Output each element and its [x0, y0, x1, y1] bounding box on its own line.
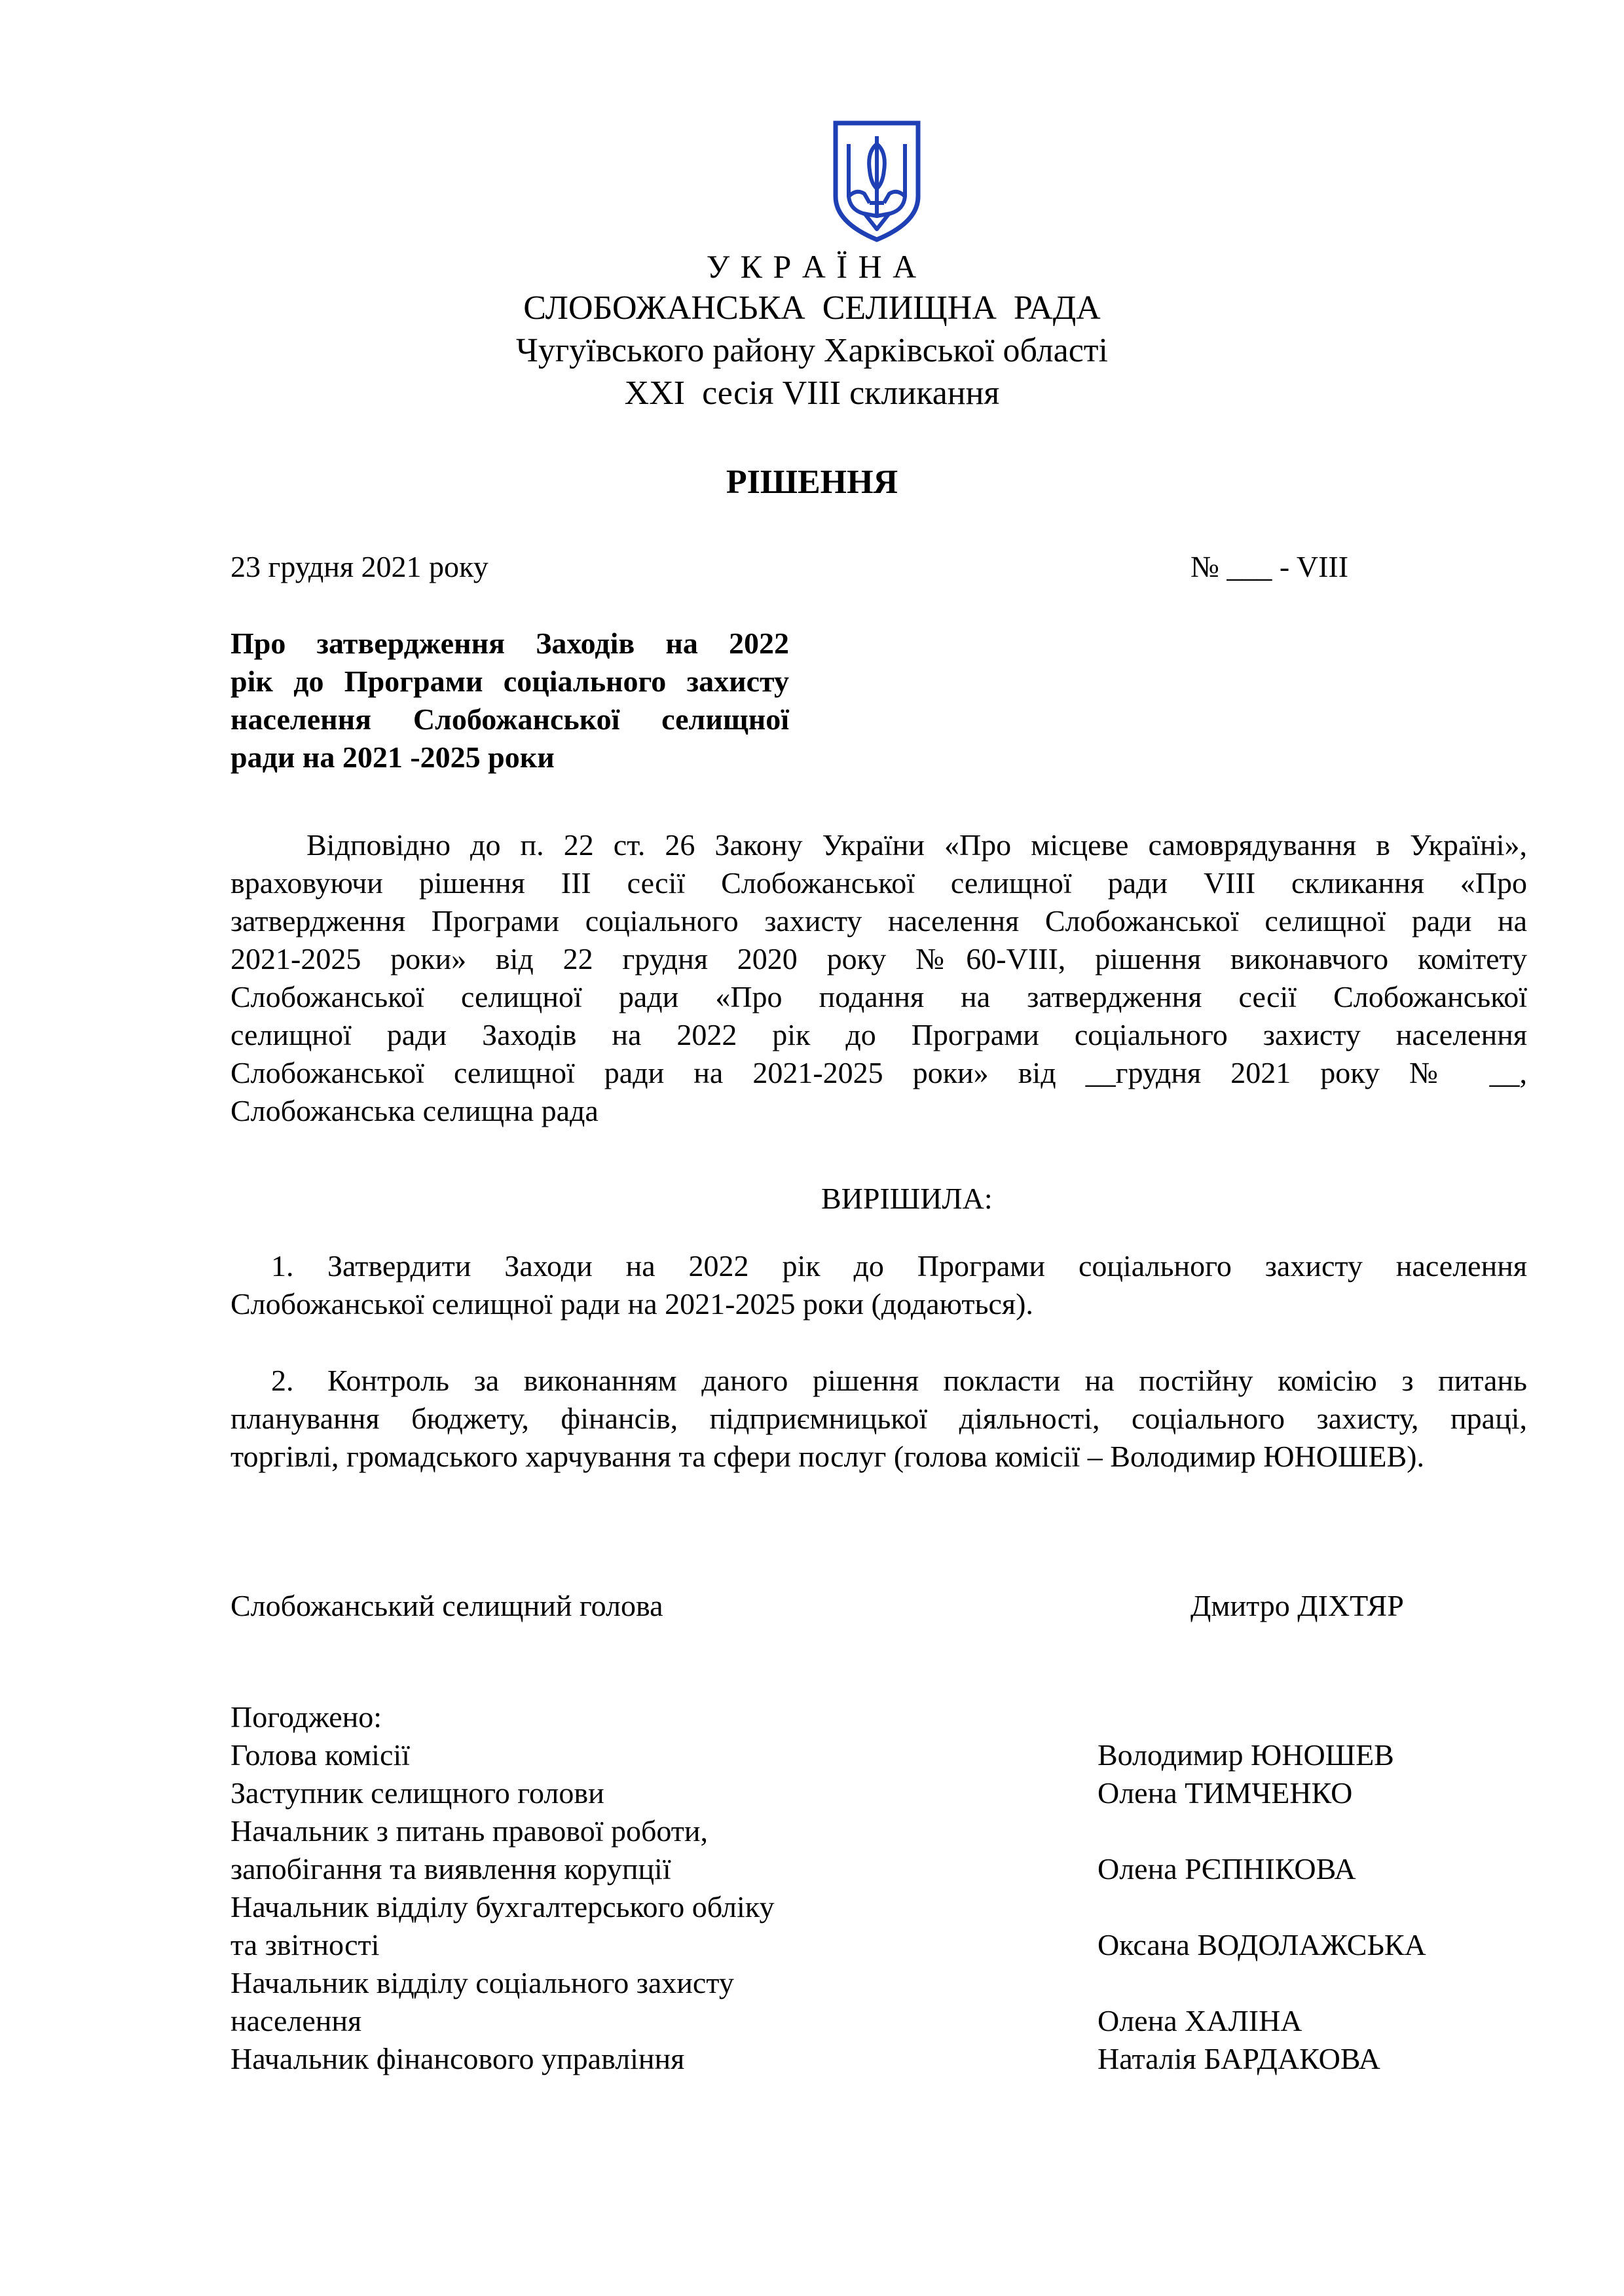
preamble-line: затвердження Програми соціального захисту населення Слобожанської селищної ради на [231, 904, 1527, 938]
approval-title: Голова комісії [231, 1738, 410, 1772]
item-line: Слобожанської селищної ради на 2021-2025 роки (додаються). [231, 1287, 1033, 1321]
item-line: торгівлі, громадського харчування та сфери послуг (голова комісії – Володимир ЮНОШЕВ). [231, 1440, 1424, 1473]
preamble-line: Слобожанська селищна рада [231, 1094, 599, 1127]
approval-title: та звітності [231, 1928, 380, 1961]
approval-title: Начальник відділу бухгалтерського обліку [231, 1890, 775, 1923]
subject-line: ради на 2021 -2025 роки [231, 740, 555, 774]
approval-title: Начальник відділу соціального захисту [231, 1966, 734, 1999]
approval-name: Олена ТИМЧЕНКО [1098, 1776, 1353, 1810]
approval-name: Оксана ВОДОЛАЖСЬКА [1098, 1928, 1426, 1961]
preamble-line: враховуючи рішення ІІІ сесії Слобожанської селищної ради VIII скликання «Про [231, 866, 1527, 900]
approvals-heading: Погоджено: [231, 1700, 382, 1734]
preamble-line: Відповідно до п. 22 ст. 26 Закону України «Про місцеве самоврядування в Україні», [306, 828, 1527, 862]
header-session: XXI сесія VIII скликання [624, 374, 1000, 412]
subject-line: Про затвердження Заходів на 2022 [231, 627, 789, 660]
decision-number: № ___ - VIII [1190, 550, 1349, 583]
approval-title: Заступник селищного голови [231, 1776, 604, 1810]
header-country: У К Р А Ї Н А [706, 248, 918, 285]
decided-heading: ВИРІШИЛА: [821, 1182, 993, 1215]
item-line: Контроль за виконанням даного рішення покласти на постійну комісію з питань [327, 1364, 1527, 1397]
preamble-line: Слобожанської селищної ради «Про подання на затвердження сесії Слобожанської [231, 980, 1527, 1013]
approval-name: Наталія БАРДАКОВА [1098, 2042, 1380, 2075]
approval-title: Начальник фінансового управління [231, 2042, 685, 2075]
approval-name: Володимир ЮНОШЕВ [1098, 1738, 1394, 1772]
preamble-line: Слобожанської селищної ради на 2021-2025 роки» від __грудня 2021 року № __, [231, 1056, 1527, 1089]
approval-name: Олена РЄПНІКОВА [1098, 1852, 1356, 1886]
header-district: Чугуївського району Харківської області [516, 332, 1108, 369]
header-council: СЛОБОЖАНСЬКА СЕЛИЩНА РАДА [523, 289, 1101, 327]
preamble-line: селищної ради Заходів на 2022 рік до Програми соціального захисту населення [231, 1018, 1527, 1051]
signatory-name: Дмитро ДІХТЯР [1190, 1589, 1404, 1622]
subject-line: населення Слобожанської селищної [231, 702, 789, 736]
approval-title: запобігання та виявлення корупції [231, 1852, 671, 1886]
approval-title: Начальник з питань правової роботи, [231, 1814, 708, 1848]
subject-line: рік до Програми соціального захисту [231, 665, 789, 698]
item-line: планування бюджету, фінансів, підприємницької діяльності, соціального захисту, праці, [231, 1402, 1527, 1435]
decision-date: 23 грудня 2021 року [231, 550, 489, 583]
item-number: 1. [271, 1249, 294, 1283]
signatory-position: Слобожанський селищний голова [231, 1589, 663, 1622]
approval-name: Олена ХАЛІНА [1098, 2004, 1302, 2037]
coat-of-arms-icon [830, 118, 923, 244]
item-line: Затвердити Заходи на 2022 рік до Програми соціального захисту населення [327, 1249, 1527, 1283]
approval-title: населення [231, 2004, 362, 2037]
preamble-line: 2021-2025 роки» від 22 грудня 2020 року №60-VIII, рішення виконавчого комітету [231, 942, 1527, 975]
doc-type-title: РІШЕННЯ [726, 464, 898, 501]
item-number: 2. [271, 1364, 294, 1397]
